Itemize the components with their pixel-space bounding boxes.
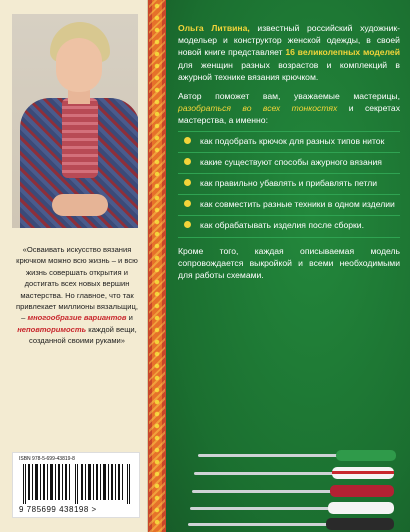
list-item: как правильно убавлять и прибавлять петли — [178, 174, 400, 195]
crochet-hook-icon — [198, 450, 396, 461]
ornamental-strip — [149, 0, 165, 532]
bullet-icon — [184, 221, 191, 228]
outro-paragraph: Кроме того, каждая описываемая модель сопровождается выкройкой и всеми необходимыми для работы схемами. — [178, 245, 400, 281]
intro-paragraph: Ольга Литвина, известный российский художник-модельер и конструктор женской одежды, в своей новой книге представляет 16 великолепных моделей для женщин разных возрастов и комплекций в ажурной технике вязания крючком. — [178, 23, 400, 82]
ean-number: 9 785699 438198 > — [19, 505, 97, 514]
list-item: как совместить разные техники в одном изделии — [178, 195, 400, 216]
crochet-hook-icon — [192, 485, 394, 497]
isbn-label: ISBN 978-5-699-43819-8 — [19, 456, 75, 462]
list-item: как обрабатывать изделия после сборки. — [178, 216, 400, 237]
help-paragraph: Автор поможет вам, уважаемые мастерицы, разобраться во всех тонкостях и секретах мастерства, а именно: — [178, 91, 401, 126]
models-count: 16 великолепных моделей — [285, 47, 400, 58]
crochet-hook-icon — [194, 467, 394, 479]
barcode — [12, 452, 140, 518]
author-name: Ольга Литвина, — [178, 23, 250, 33]
list-item: как подобрать крючок для разных типов ниток — [178, 131, 400, 153]
left-panel — [0, 0, 148, 532]
bullet-icon — [184, 179, 191, 186]
crochet-hook-icon — [188, 518, 394, 530]
crochet-hooks-image — [186, 450, 404, 532]
topics-list — [178, 131, 400, 238]
bullet-icon — [184, 200, 191, 207]
bullet-icon — [184, 137, 191, 144]
crochet-hook-icon — [190, 502, 394, 514]
author-photo — [12, 14, 138, 228]
bullet-icon — [184, 158, 191, 165]
barcode-bars — [21, 464, 133, 504]
author-quote: «Осваивать искусство вязания крючком можно всю жизнь – и всю жизнь совершать открытия и достигать всех новых вершин мастерства. Но главное, что так привлекает миллионы вязальщиц, – многообразие вариантов и неповторимость каждой вещи, созданной своими руками» — [15, 245, 138, 346]
description-text — [178, 22, 400, 281]
list-item: какие существуют способы ажурного вязания — [178, 153, 400, 174]
